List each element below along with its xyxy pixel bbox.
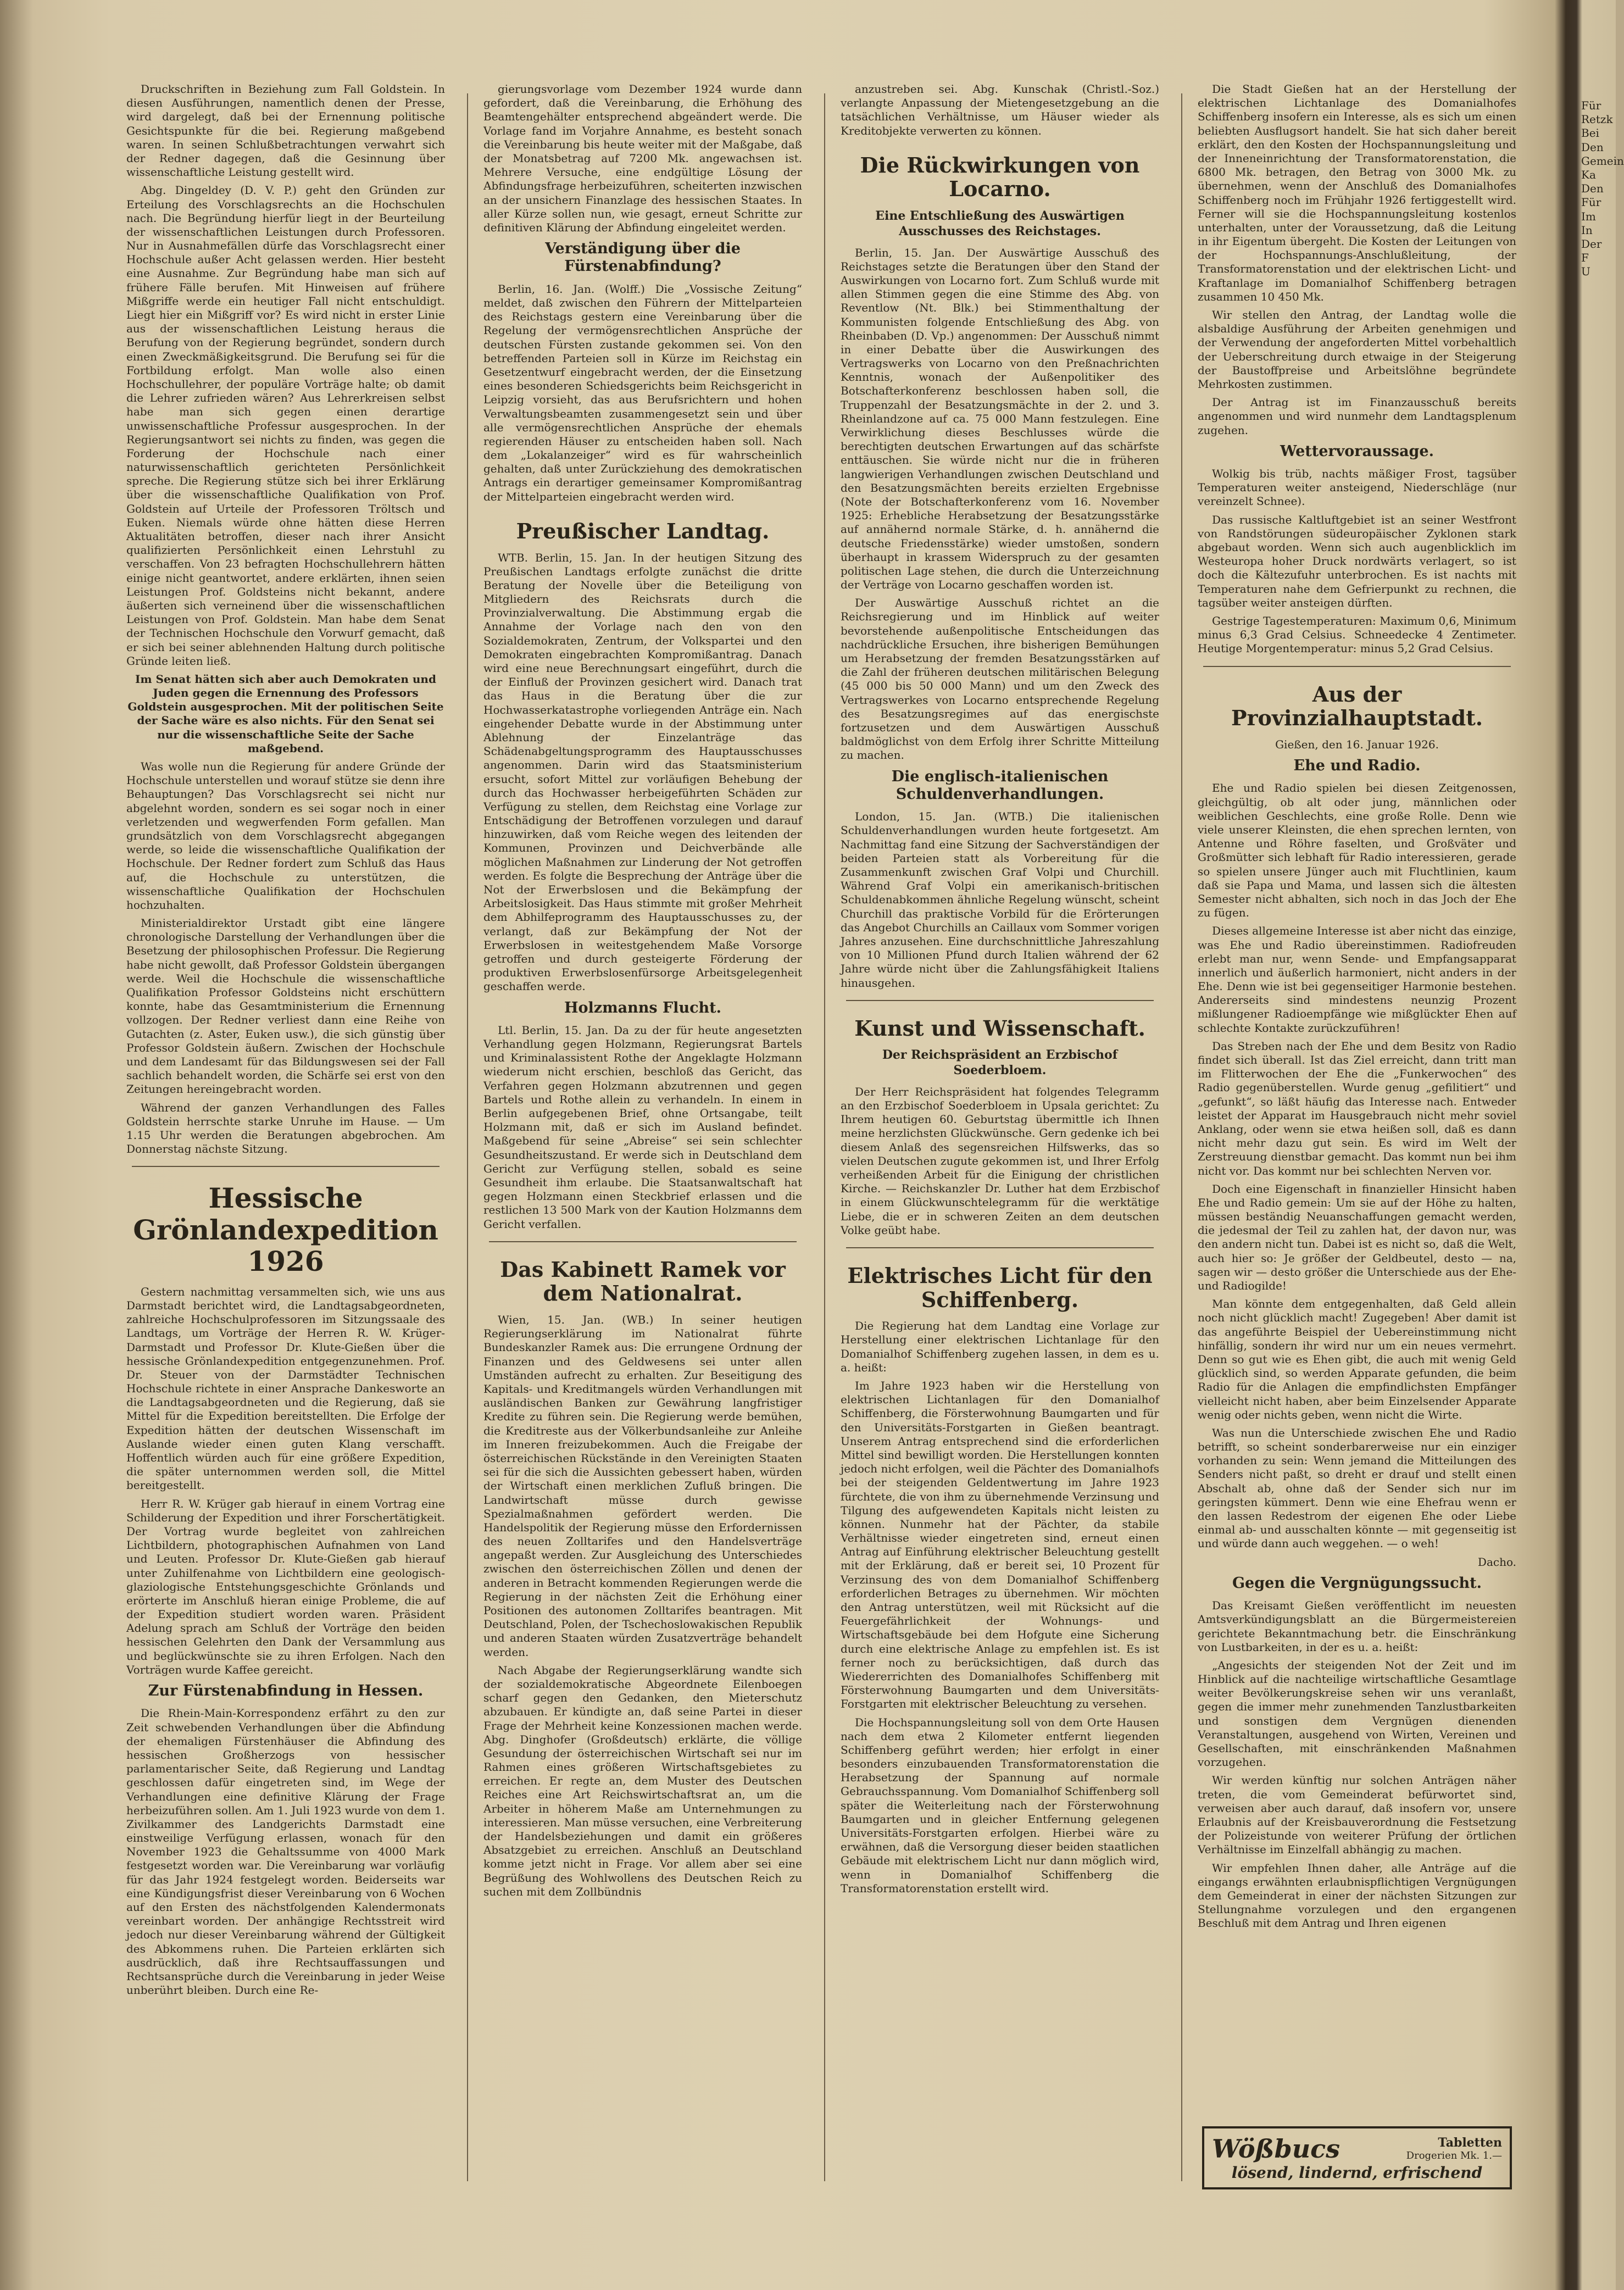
ad-line-1: Tabletten xyxy=(1438,2136,1502,2150)
headline-vergnuegungssucht: Gegen die Vergnügungssucht. xyxy=(1232,1574,1482,1592)
subheadline-kunst: Der Reichspräsident an Erzbischof Soederbloem. xyxy=(882,1048,1118,1078)
edge-text: Retzk xyxy=(1581,113,1613,126)
headline-landtag: Preußischer Landtag. xyxy=(516,518,770,543)
paragraph: Gestrige Tagestemperaturen: Maximum 0,6, Minimum minus 6,3 Grad Celsius. Schneedecke 4 Zentimeter. Heutige Morgentemperatur: minus 5,2 Grad Celsius. xyxy=(1198,614,1516,655)
headline-fuerstenabfindung: Zur Fürstenabfindung in Hessen. xyxy=(148,1682,424,1699)
edge-text: Für xyxy=(1581,196,1601,209)
headline-provinzialhauptstadt: Aus der Provinzialhauptstadt. xyxy=(1231,681,1483,731)
paragraph: Im Jahre 1923 haben wir die Herstellung von elektrischen Lichtanlagen für den Domanialhof Schiffenberg, die Försterwohnung Baumgarten und für den Universitäts-Forstgarten in Gießen beantragt. Unserem Antrag entsprechend sind die erforderlichen Mittel sind bewilligt worden. Die Herstellungen konnten jedoch nicht erfolgen, weil die Pächter des Domanialhofs bei der steigenden Geldentwertung im Jahre 1923 fürchtete, die von ihm zu übernehmende Verzinsung und Tilgung des aufgewendeten Kapitals nicht leisten zu können. Nunmehr hat der Pächter, da stabile Verhältnisse wieder eingetreten sind, erneut einen Antrag auf Einführung elektrischer Beleuchtung gestellt mit der Erklärung, daß er bereit sei, 10 Prozent für Verzinsung des von dem Domanialhof Schiffenberg erforderlichen Betrages zu übernehmen. Wir möchten den Antrag unterstützen, weil mit Rücksicht auf die Feuergefährlichkeit der Wohnungs- und Wirtschaftsgebäude bei dem Hofgute eine Sicherung durch eine elektrische Anlage zu empfehlen ist. Es ist ferner noch zu berücksichtigen, daß durch das Wiedererrichten des Domanialhofes Schiffenberg mit Försterwohnung Baumgarten und dem Universitäts-Forstgarten mit elektrischer Beleuchtung zu versehen. xyxy=(841,1379,1159,1711)
paragraph: Herr R. W. Krüger gab hierauf in einem Vortrag eine Schilderung der Expedition und ihrer Forschertätigkeit. Der Vortrag wurde begleitet von zahlreichen Lichtbildern, photographischen Aufnahmen von Land und Leuten. Professor Dr. Klute-Gießen gab hierauf unter Zuhilfenahme von Lichtbildern eine geologisch-glaziologische Entstehungsgeschichte Grönlands und erörterte im Anschluß hieran einige Probleme, die auf der Expedition studiert worden waren. Präsident Adelung sprach am Schluß der Vorträge den beiden hessischen Gelehrten den Dank der Versammlung aus und beglückwünschte sie zu ihren Erfolgen. Nach den Vorträgen wurde Kaffee gereicht. xyxy=(126,1497,445,1676)
dateline: Gießen, den 16. Januar 1926. xyxy=(1275,737,1439,751)
signature: Dacho. xyxy=(1477,1555,1516,1569)
edge-text: Gemein xyxy=(1581,154,1624,168)
paragraph: Der Herr Reichspräsident hat folgendes Telegramm an den Erzbischof Soederbloem in Upsala gerichtet: Zu Ihrem heutigen 60. Geburtstag übermittle ich Ihnen meine herzlichsten Glückwünsche. Gern gedenke ich bei diesem Anlaß des segensreichen Hilfswerks, das so vielen Deutschen zugute gekommen ist, und Ihrer Erfolg verheißenden Arbeit für die Einigung der christlichen Kirche. — Reichskanzler Dr. Luther hat dem Erzbischof in einem Glückwunschtelegramm für die werktätige Liebe, die er in schweren Zeiten an dem deutschen Volke geübt habe. xyxy=(841,1085,1159,1237)
paragraph: Der Auswärtige Ausschuß richtet an die Reichsregierung und im Hinblick auf weiter bevorstehende außenpolitische Entscheidungen das nachdrückliche Ersuchen, ihre bisherigen Bemühungen um Herabsetzung der fremden Besatzungsstärken auf die Zahl der früheren deutschen militärischen Belegung (45 000 bis 50 000 Mann) und um den Zweck des Vertragswerkes von Locarno entsprechende Regelung des Besatzungsregimes auf das energischste fortzusetzen und dem Auswärtigen Ausschuß baldmöglichst von dem Erfolg ihrer Schritte Mitteilung zu machen. xyxy=(841,596,1159,762)
column-rule xyxy=(467,93,468,2181)
edge-text: U xyxy=(1581,265,1590,279)
ad-details xyxy=(1406,2136,1502,2162)
newspaper-page xyxy=(126,82,1566,2214)
paragraph: Die Rhein-Main-Korrespondenz erfährt zu den zur Zeit schwebenden Verhandlungen über die Abfindung der ehemaligen Fürstenhäuser die Abfindung des hessischen Großherzogs von hessischer parlamentarischer Seite, daß Regierung und Landtag geschlossen dafür eingetreten sind, im Wege der Verhandlungen eine definitive Klärung der Frage herbeizuführen sollen. Am 1. Juli 1923 wurde von dem 1. Zivilkammer des Landgerichts Darmstadt eine einstweilige Verfügung erlassen, wonach für den November 1923 die Gehaltssumme von 4000 Mark festgesetzt worden war. Die Vereinbarung war vorläufig für das Jahr 1924 festgelegt worden. Beiderseits war eine Kündigungsfrist dieser Vereinbarung von 6 Wochen auf den Ersten des nächstfolgenden Kalendermonats vereinbart worden. Der anhängige Rechtsstreit wird jedoch nur dieser Vereinbarung während der Gültigkeit des Abkommens ruhen. Die Parteien erklärten sich ausdrücklich, daß ihre Rechtsauffassungen und Rechtsansprüche durch die Vereinbarung in jeder Weise unberührt bleiben. Durch eine Re- xyxy=(126,1707,445,1997)
paragraph: Ehe und Radio spielen bei diesen Zeitgenossen, gleichgültig, ob alt oder jung, männlichen oder weiblichen Geschlechts, eine große Rolle. Denn wie viele unserer Kleinsten, die ehen sprechen lernten, von Antenne und Röhre faselten, und Großväter und Großmütter sich lebhaft für Radio interessieren, gerade so spielen unsere Jünger auch mit Fluchtlinien, kaum daß sie Papa und Mama, und lassen sich die ältesten Semester nicht abhalten, sich noch in das Joch der Ehe zu fügen. xyxy=(1198,781,1516,920)
paragraph: Die Stadt Gießen hat an der Herstellung der elektrischen Lichtanlage des Domanialhofes Schiffenberg insofern ein Interesse, als es sich um einen beliebten Ausflugsort handelt. Sie hat sich daher bereit erklärt, den den Kosten der Hochspannungsleitung und der Inneneinrichtung der Transformatorenstation, die 6800 Mk. betragen, den Betrag von 3000 Mk. zu übernehmen, wenn der Anschluß des Domanialhofes Schiffenberg noch im Frühjahr 1926 fertiggestellt wird. Ferner will sie die Hochspannungsleitung kostenlos unterhalten, unter der Voraussetzung, daß die Leitung in ihr Eigentum übergeht. Die Kosten der Leitungen von der Hochspannungs-Anschlußleitung, der Transformatorenstation und der elektrischen Licht- und Kraftanlage im Domanialhof Schiffenberg betragen zusammen 10 450 Mk. xyxy=(1198,82,1516,303)
paragraph: Wir empfehlen Ihnen daher, alle Anträge auf die eingangs erwähnten erlaubnispflichtigen Vergnügungen dem Gemeinderat in einer der nächsten Sitzungen zur Stellungnahme vorzulegen und den ergangenen Beschluß mit dem Antrag und Ihren eigenen xyxy=(1198,1861,1516,1930)
paragraph: Berlin, 15. Jan. Der Auswärtige Ausschuß des Reichstages setzte die Beratungen über den Stand der Auswirkungen von Locarno fort. Zum Schluß wurde mit allen Stimmen gegen die eine Stimme des Abg. von Reventlow (Nt. Blk.) bei Stimmenthaltung der Kommunisten folgende Entschließung des Abg. von Rheinbaben (D. Vp.) angenommen: Der Ausschuß nimmt in einer Debatte über die Auswirkungen des Vertragswerks von Locarno von den Preßnachrichten Kenntnis, wonach der Außenpolitiker des Botschafterkonferenz beschlossen haben soll, die Truppenzahl der Besatzungsmächte in der 2. und 3. Rheinlandzone auf ca. 75 000 Mann festzulegen. Eine Verwirklichung dieses Beschlusses würde die berechtigten deutschen Erwartungen auf das schärfste enttäuschen. Sie würde nicht nur die in früheren langwierigen Verhandlungen zwischen Deutschland und den Besatzungsmächten bereits erzielten Ergebnisse (Note der Botschafterkonferenz vom 16. November 1925: Erhebliche Herabsetzung der Besatzungsstärke auf annähernd normale Stärke, d. h. annähernd die deutsche Friedensstärke) wieder umstoßen, sondern überhaupt in krassem Widerspruch zu der gesamten politischen Lage stehen, die durch die Unterzeichnung der Verträge von Locarno geschaffen worden ist. xyxy=(841,246,1159,592)
paragraph: Wir stellen den Antrag, der Landtag wolle die alsbaldige Ausführung der Arbeiten genehmigen und der Verwendung der angeforderten Mittel vorbehaltlich der Ueberschreitung durch etwaige in der Steigerung der Baustoffpreise und Arbeitslöhne begründete Mehrkosten zustimmen. xyxy=(1198,308,1516,391)
edge-text: In xyxy=(1581,223,1593,237)
paragraph: Der Antrag ist im Finanzausschuß bereits angenommen und wird nunmehr dem Landtagsplenum zugehen. xyxy=(1198,396,1516,437)
ad-tagline: lösend, lindernd, erfrischend xyxy=(1231,2164,1483,2182)
paragraph: Wir werden künftig nur solchen Anträgen näher treten, die vom Gemeinderat befürwortet sind, verweisen aber auch darauf, daß insofern vor, unsere Erlaubnis auf der Kreisbauverordnung die Festsetzung der Polizeistunde von weiterer Prüfung der örtlichen Verhältnisse im Einzelfall abhängig zu machen. xyxy=(1198,1774,1516,1857)
paragraph: „Angesichts der steigenden Not der Zeit und im Hinblick auf die nachteilige wirtschaftliche Gesamtlage weiter Bevölkerungskreise sehen wir uns veranlaßt, gegen die immer mehr zunehmenden Tanzlustbarkeiten und sonstigen dem Vergnügen dienenden Veranstaltungen, ausgehend von Wirten, Vereinen und Gesellschaften, mit einschränkenden Maßnahmen vorzugehen. xyxy=(1198,1658,1516,1769)
divider xyxy=(132,1166,440,1167)
edge-text: F xyxy=(1581,251,1589,265)
subheadline-locarno: Eine Entschließung des Auswärtigen Ausschusses des Reichstages. xyxy=(875,209,1125,238)
paragraph: Ltl. Berlin, 15. Jan. Da zu der für heute angesetzten Verhandlung gegen Holzmann, Regierungsrat Bartels und Kriminalassistent Rothe der Angeklagte Holzmann wiederum nicht erschien, beschloß das Gericht, das Verfahren gegen Holzmann abzutrennen und gegen Bartels und Rothe allein zu verhandeln. In einem in Berlin aufgegebenen Brief, ohne Ortsangabe, teilt Holzmann mit, daß er sich im Ausland befindet. Maßgebend für seine „Abreise“ sei sein schlechter Gesundheitszustand. Er werde sich in Deutschland dem Gericht zur Verfügung stellen, sobald es seine Gesundheit ihm erlaube. Die Staatsanwaltschaft hat gegen Holzmann einen Steckbrief erlassen und die restlichen 13 500 Mark von der Kaution Holzmanns dem Gericht verfallen. xyxy=(483,1023,802,1231)
headline-ehe-radio: Ehe und Radio. xyxy=(1293,757,1421,775)
edge-text: Ka xyxy=(1581,168,1596,181)
edge-text: Der xyxy=(1581,237,1602,251)
paragraph: Berlin, 16. Jan. (Wolff.) Die „Vossische Zeitung“ meldet, daß zwischen den Führern der Mittelparteien des Reichstags gestern eine Vereinbarung über die Regelung der vermögensrechtlichen Ansprüche der deutschen Fürsten zustande gekommen sei. Von den betreffenden Parteien soll in Kürze im Reichstag ein Gesetzentwurf eingebracht werden, der die Einsetzung eines besonderen Schiedsgerichts beim Reichsgericht in Leipzig vorsieht, das aus Berufsrichtern und hohen Verwaltungsbeamten zusammengesetzt sein und über alle vermögensrechtlichen Ansprüche der ehemals regierenden Häuser zu entscheiden haben soll. Nach dem „Lokalanzeiger“ wird es für wahrscheinlich gehalten, daß unter Zurückziehung des demokratischen Antrags ein derartiger gemeinsamer Kompromißantrag der Mittelparteien eingebracht werden wird. xyxy=(483,282,802,503)
paragraph: Die Hochspannungsleitung soll von dem Orte Hausen nach dem etwa 2 Kilometer entfernt liegenden Schiffenberg geführt werden; hier erfolgt in einer besonders einzubauenden Transformatorenstation die Herabsetzung der Spannung auf normale Gebrauchsspannung. Vom Domanialhof Schiffenberg soll später die Weiterleitung nach der Försterwohnung Baumgarten und in gleicher Entfernung gelegenen Universitäts-Forstgarten erfolgen. Hierbei wäre zu erwähnen, daß die Versorgung dieser beiden staatlichen Gebäude mit elektrischem Licht nur dann möglich wird, wenn in Domanialhof Schiffenberg die Transformatorenstation erstellt wird. xyxy=(841,1715,1159,1895)
ad-line-2: Drogerien Mk. 1.— xyxy=(1406,2150,1502,2162)
paragraph: Wolkig bis trüb, nachts mäßiger Frost, tagsüber Temperaturen weiter ansteigend, Niederschläge (nur vereinzelt Schnee). xyxy=(1198,467,1516,508)
paragraph: Ministerialdirektor Urstadt gibt eine längere chronologische Darstellung der Verhandlungen über die Besetzung der philosophischen Professur. Die Regierung habe nicht gewollt, daß Professor Goldstein übergangen werde. Weil die Hochschule die wissenschaftliche Qualifikation Professor Goldsteins nicht erschüttern konnte, habe das Gesamtministerium die Ernennung vollzogen. Der Redner verliest dann eine Reihe von Gutachten (z. Aster, Euken usw.), die sich günstig über Professor Goldstein äußern. Zwischen der Hochschule und dem Landesamt für das Bildungswesen sei der Fall sachlich behandelt worden, die Schärfe sei erst von den Zeitungen hereingebracht worden. xyxy=(126,916,445,1096)
headline-wetter: Wettervoraussage. xyxy=(1280,442,1434,460)
paragraph: Doch eine Eigenschaft in finanzieller Hinsicht haben Ehe und Radio gemein: Um sie auf der Höhe zu halten, müssen beständig Neuanschaffungen gemacht werden, die jedesmal der Teil zu zahlen hat, der davon nur, was den andern nicht tun. Dabei ist es nicht so, daß die Welt, auch hier so: Je größer der Geldbeutel, desto — na, sagen wir — desto größer die Unterschiede aus der Ehe- und Radiogilde! xyxy=(1198,1182,1516,1293)
paragraph: Abg. Dingeldey (D. V. P.) geht den Gründen zur Erteilung des Vorschlagsrechts an die Hochschulen nach. Die Begründung hierfür liegt in der Beurteilung der wissenschaftlichen Leistungen durch Professoren. Nur in Ausnahmefällen dürfe das Vorschlagsrecht einer Hochschule außer Acht gelassen werden. Hier besteht eine Ausnahme. Zur Begründung habe man sich auf frühere Fälle berufen. Mit Hinweisen auf frühere Mißgriffe werde ein heutiger Fall nicht entschuldigt. Liegt hier ein Mißgriff vor? Es wird nicht in erster Linie aus der wissenschaftlichen Leistung heraus die Berufung von der Regierung begründet, sondern durch einen Zweckmäßigkeitsgrund. Die Berufung sei für die Fortbildung erfolgt. Man wolle also einen Hochschullehrer, der populäre Vorträge halte; ob damit die Lehrer zufrieden wären? Aus Lehrerkreisen selbst habe man sich gegen einen derartige unwissenschaftliche Professur ausgesprochen. In der Regierungsantwort sei nichts zu finden, was gegen die Forderung der Hochschule nach einer naturwissenschaftlich gerichteten Persönlichkeit spreche. Die Regierung stütze sich bei ihrer Erklärung über die wissenschaftliche Qualifikation von Prof. Goldstein auf Urteile der Professoren Tröltsch und Euken. Niemals würde ohne hätten diese Herren Aktualitäten betroffen, dieser nach ihrer Ansicht qualifizierten Persönlichkeit einen Lehrstuhl zu verschaffen. Von 23 befragten Hochschullehrern hätten einige nicht geantwortet, andere erklärten, ihnen seien Leistungen Prof. Goldsteins nicht bekannt, andere äußerten sich verneinend über die wissenschaftlichen Leistungen von Prof. Goldstein. Man habe dem Senat der Technischen Hochschule den Vorwurf gemacht, daß er sich bei seiner ablehnenden Haltung durch politische Gründe leiten ließ. xyxy=(126,184,445,668)
paragraph: Was wolle nun die Regierung für andere Gründe der Hochschule unterstellen und worauf stütze sie denn ihre Behauptungen? Das Vorschlagsrecht sei nicht nur abgelehnt worden, sondern es sei sogar noch in einer verletzenden und wegwerfenden Form gefallen. Man grundsätzlich von dem Vorschlagsrecht abgegangen werde, so leide die wissenschaftliche Qualifikation der Hochschule. Der Redner fordert zum Schluß das Haus auf, die Hochschule zu unterstützen, die wissenschaftliche Qualifikation der Hochschulen hochzuhalten. xyxy=(126,760,445,911)
column-rule xyxy=(1181,93,1182,2181)
column-2 xyxy=(483,82,802,2214)
paragraph: Das Streben nach der Ehe und dem Besitz von Radio findet sich überall. Ist das Ziel erreicht, dann tritt man im Flitterwochen der Ehe die „Funkerwochen“ des Radio gegenüberstellen. Wurde genug „gefilitiert“ und „gefunkt“, so läßt häufig das Interesse nach. Entweder leistet der Apparat im Hausgebrauch nicht mehr soviel Anklang, oder wenn sie etwa heißen soll, daß es dann nicht mehr dazu gut sein. Es wird im Welt der Zerstreuung dienstbar gemacht. Das kommt nun bei ihm nicht vor. Das kommt nur bei schlechten Nerven vor. xyxy=(1198,1039,1516,1177)
paragraph: Das russische Kaltluftgebiet ist an seiner Westfront von Randstörungen südeuropäischer Zyklonen stark abgebaut worden. Wenn sich auch augenblicklich im Westeuropa hoher Druck nordwärts verlagert, so ist doch die Kältezufuhr unterbrochen. Es ist nachts mit Temperaturen nahe dem Gefrierpunkt zu rechnen, die tagsüber weiter ansteigen dürften. xyxy=(1198,513,1516,609)
paragraph: London, 15. Jan. (WTB.) Die italienischen Schuldenverhandlungen wurden heute fortgesetzt. Am Nachmittag fand eine Sitzung der Sachverständigen der beiden Parteien statt als Vorbereitung für die Zusammenkunft zwischen Graf Volpi und Churchill. Während Graf Volpi ein amerikanisch-britischen Schuldenabkommen ähnliche Regelung wünscht, scheint Churchill das praktische Vorbild für die Erörterungen das Angebot Churchills an Caillaux vom Sommer vorigen Jahres anzusehen. Eine durchschnittliche Jahreszahlung von 10 Millionen Pfund durch Italien während der 62 Jahre würde nicht über die Zahlungsfähigkeit Italiens hinausgehen. xyxy=(841,810,1159,990)
paragraph: Das Kreisamt Gießen veröffentlicht im neuesten Amtsverkündigungsblatt an die Bürgermeistereien gerichtete Bekanntmachung betr. die Einschränkung von Lustbarkeiten, in der es u. a. heißt: xyxy=(1198,1599,1516,1654)
headline-verstaendigung: Verständigung über die Fürstenabfindung? xyxy=(545,240,741,275)
divider xyxy=(846,1247,1154,1248)
ad-box xyxy=(1202,2126,1512,2189)
paragraph: Nach Abgabe der Regierungserklärung wandte sich der sozialdemokratische Abgeordnete Eilenboegen scharf gegen den Gedanken, den Mieterschutz abzubauen. Er kündigte an, daß seine Partei in dieser Frage der Mehrheit keine Konzessionen machen werde. Abg. Dinghofer (Großdeutsch) erklärte, die völlige Gesundung der österreichischen Wirtschaft sei nur im Rahmen eines größeren Wirtschaftsgebietes zu erreichen. Er regte an, dem Muster des Deutschen Reiches eine Art Reichswirtschaftsrat an, um die Arbeiter in höherem Maße am Unternehmungen zu interessieren. Man müsse versuchen, eine Verbreiterung der Handelsbeziehungen und damit ein größeres Absatzgebiet zu erreichen. Anschluß an Deutschland komme jetzt nicht in Frage. Vor allem aber sei eine Begrüßung des Wohlwollens des Deutschen Reich zu suchen mit dem Zollbündnis xyxy=(483,1663,802,1898)
headline-schiffenberg: Elektrisches Licht für den Schiffenberg. xyxy=(847,1263,1153,1312)
divider xyxy=(1203,666,1511,667)
edge-text: Im xyxy=(1581,209,1596,223)
edge-text: Für xyxy=(1581,99,1601,112)
paragraph-emphasis: Im Senat hätten sich aber auch Demokraten und Juden gegen die Ernennung des Professors Goldstein ausgesprochen. Mit der politischen Seite der Sache wäre es also nichts. Für den Senat sei nur die wissenschaftliche Seite der Sache maßgebend. xyxy=(127,672,444,755)
paragraph: Dieses allgemeine Interesse ist aber nicht das einzige, was Ehe und Radio übereinstimmen. Radiofreuden erlebt man nur, wenn Sende- und Empfangsapparat innerlich und äußerlich harmoniert, nicht anders in der Ehe. Denn wie ist bei gegenseitiger Harmonie bestehen. Andererseits sind mindestens neunzig Prozent mißlungener Radioempfänge wie mißglückter Ehen auf schlechte Kontakte zurückzuführen! xyxy=(1198,924,1516,1035)
paragraph: Gestern nachmittag versammelten sich, wie uns aus Darmstadt berichtet wird, die Landtagsabgeordneten, zahlreiche Hochschulprofessoren im Sitzungssaale des Landtags, um Vorträge der Herren R. W. Krüger-Darmstadt und Professor Dr. Klute-Gießen über die hessische Grönlandexpedition entgegenzunehmen. Prof. Dr. Steuer von der Darmstädter Technischen Hochschule richtete in einer Ansprache Dankesworte an die Landtagsabgeordneten und die Regierung, daß sie Mittel für die Expedition bereitstellten. Die Erfolge der Expedition hätten der deutschen Wissenschaft im Auslande wieder einen guten Klang verschafft. Hoffentlich würden auch für eine größere Expedition, die später unternommen werden soll, die Mittel bereitgestellt. xyxy=(126,1285,445,1492)
paragraph: WTB. Berlin, 15. Jan. In der heutigen Sitzung des Preußischen Landtags erfolgte zunächst die dritte Beratung der Novelle über die Beteiligung von Mitgliedern des Reichsrats durch die Provinzialverwaltung. Die Abstimmung ergab die Annahme der Vorlage nach den von den Sozialdemokraten, Zentrum, der Volkspartei und den Demokraten eingebrachten Kompromißantrag. Danach wird eine neue Berechnungsart eingeführt, durch die der Einfluß der Provinzen gesichert wird. Danach trat das Haus in die Beratung über die zur Hochwasserkatastrophe vorliegenden Anträge ein. Nach eingehender Debatte wurde in der Abstimmung unter Ablehnung der Einzelanträge das Schädenabgeltungsprogramm des Hauptausschusses angenommen. Darin wird das Staatsministerium ersucht, sofort Mittel zur vorläufigen Behebung der durch das Hochwasser herbeigeführten Schäden zur Verfügung zu stellen, dem Reichstag eine Vorlage zur Entschädigung der Betroffenen vorzulegen und darauf hinzuwirken, daß vom Reiche wegen des leitenden der Kommunen, Provinzen und Deichverbände alle möglichen Maßnahmen zur Linderung der Not getroffen werden. Es folgte die Besprechung der Anträge über die Not der Erwerbslosen und die Bekämpfung der Arbeitslosigkeit. Das Haus stimmte mit großer Mehrheit dem Abhilfeprogramm des Hauptausschusses zu, der verlangt, daß zur Bekämpfung der Not der Erwerbslosen in weitestgehendem Maße Vorsorge getroffen und durch gesteigerte Förderung der produktiven Erwerbslosenfürsorge Arbeitsgelegenheit geschaffen werde. xyxy=(483,551,802,993)
column-3 xyxy=(841,82,1159,2214)
advertisement xyxy=(1198,2110,1516,2189)
column-rule xyxy=(824,93,825,2181)
paragraph: Man könnte dem entgegenhalten, daß Geld allein noch nicht glücklich macht! Zugegeben! Aber damit ist das angeführte Beispiel der Uebereinstimmung nicht hinfällig, sondern ihr wird nur um ein neues vermehrt. Denn so gut wie es Ehen gibt, die auch mit wenig Geld glücklich sind, so werden Apparate gefunden, die beim Radio für die Anlagen die empfindlichsten Empfänger vielleicht nicht haben, aber beim Einzelsender Apparate wenig oder nichts geben, wenn nicht die Wirte. xyxy=(1198,1297,1516,1421)
column-1 xyxy=(126,82,445,2214)
edge-text: Bei xyxy=(1581,126,1599,140)
headline-locarno: Die Rückwirkungen von Locarno. xyxy=(860,152,1140,202)
paragraph: gierungsvorlage vom Dezember 1924 wurde dann gefordert, daß die Vereinbarung, die Erhöhung des Beamtengehälter entsprechend abgeändert werde. Die Vorlage fand im Vorjahre Annahme, es besteht sonach die Vereinbarung bis heute weiter mit der Maßgabe, daß der Monatsbetrag auf 7200 Mk. angewachsen ist. Mehrere Versuche, eine endgültige Lösung der Abfindungsfrage herbeizuführen, scheiterten inzwischen an der unsichern Finanzlage des hessischen Staates. In aller Kürze sollen nun, wie gesagt, erneut Schritte zur definitiven Klärung der Abfindung eingeleitet werden. xyxy=(483,82,802,234)
paragraph: Was nun die Unterschiede zwischen Ehe und Radio betrifft, so scheint sonderbarerweise nur ein einziger vorhanden zu sein: Wenn jemand die Mitteilungen des Senders nicht paßt, so dreht er drauf und stellt einen Abschalt ab, ohne daß der Sender sich nur im geringsten kümmert. Denn wie eine Ehefrau wenn er den lassen Redestrom der eigenen Ehe oder Liebe einmal ab- und ausschalten könnte — mit gegenseitig ist und würde dann auch weggehen. — o weh! xyxy=(1198,1426,1516,1550)
divider xyxy=(846,1000,1154,1001)
headline-groenland: Hessische Grönlandexpedition 1926 xyxy=(133,1182,438,1278)
paragraph: anzustreben sei. Abg. Kunschak (Christl.-Soz.) verlangte Anpassung der Mietengesetzgebung an die tatsächlichen Verhältnisse, um Häuser wieder als Kreditobjekte verwerten zu können. xyxy=(841,82,1159,137)
edge-text: Den xyxy=(1581,140,1604,154)
headline-schuldenverhandlungen: Die englisch-italienischen Schuldenverhandlungen. xyxy=(891,768,1109,803)
headline-kunst: Kunst und Wissenschaft. xyxy=(854,1015,1145,1041)
headline-holzmann: Holzmanns Flucht. xyxy=(564,999,722,1016)
headline-kabinett: Das Kabinett Ramek vor dem Nationalrat. xyxy=(500,1257,786,1306)
ad-brand: Wößbucs xyxy=(1212,2134,1341,2164)
edge-text: Den xyxy=(1581,182,1604,196)
paragraph: Während der ganzen Verhandlungen des Falles Goldstein herrschte starke Unruhe im Hause. — Um 1.15 Uhr werden die Beratungen abgebrochen. Am Donnerstag nächste Sitzung. xyxy=(126,1100,445,1156)
divider xyxy=(489,1241,797,1242)
paragraph: Wien, 15. Jan. (WB.) In seiner heutigen Regierungserklärung im Nationalrat führte Bundeskanzler Ramek aus: Die errungene Ordnung der Finanzen und des Geldwesens sei unter allen Umständen aufrecht zu erhalten. Zur Beseitigung des Kapitals- und Kreditmangels würden Verhandlungen mit ausländischen Banken zur Gewährung langfristiger Kredite zu führen sein. Die Regierung werde bemühen, die Kreditreste aus der Völkerbundsanleihe zur Anleihe im Inneren freizubekommen. Auch die Freigabe der österreichischen Rückstände in den Vereinigten Staaten sei für die sich die Aussichten gebessert haben, würden der Wirtschaft einen merklichen Zufluß bringen. Die Landwirtschaft müsse durch gewisse Spezialmaßnahmen gefördert werden. Die Handelspolitik der Regierung müsse den Erfordernissen des neuen Zolltarifes und den Handelsverträge angepaßt werden. Zur Ausgleichung des Unterschiedes zwischen den österreichischen Zöllen und denen der anderen in Betracht kommenden Regierungen werde die Regierung in der nächsten Zeit die Erhöhung einer Positionen des autonomen Zolltarifes beantragen. Mit Deutschland, Polen, der Tschechoslowakischen Republik und anderen Staaten würden Zusatzverträge behandelt werden. xyxy=(483,1313,802,1659)
paragraph: Die Regierung hat dem Landtag eine Vorlage zur Herstellung einer elektrischen Lichtanlage für den Domanialhof Schiffenberg zugehen lassen, in dem es u. a. heißt: xyxy=(841,1319,1159,1374)
adjacent-page-edge xyxy=(1581,99,1624,2187)
paragraph: Druckschriften in Beziehung zum Fall Goldstein. In diesen Ausführungen, namentlich denen der Presse, wird dargelegt, daß bei der Ernennung politische Gesichtspunkte für die bei. Regierung maßgebend waren. In seinen Schlußbetrachtungen verwahrt sich der Redner dagegen, daß die Gesinnung über wissenschaftliche Leistung gestellt wird. xyxy=(126,82,445,179)
column-4 xyxy=(1198,82,1516,2214)
